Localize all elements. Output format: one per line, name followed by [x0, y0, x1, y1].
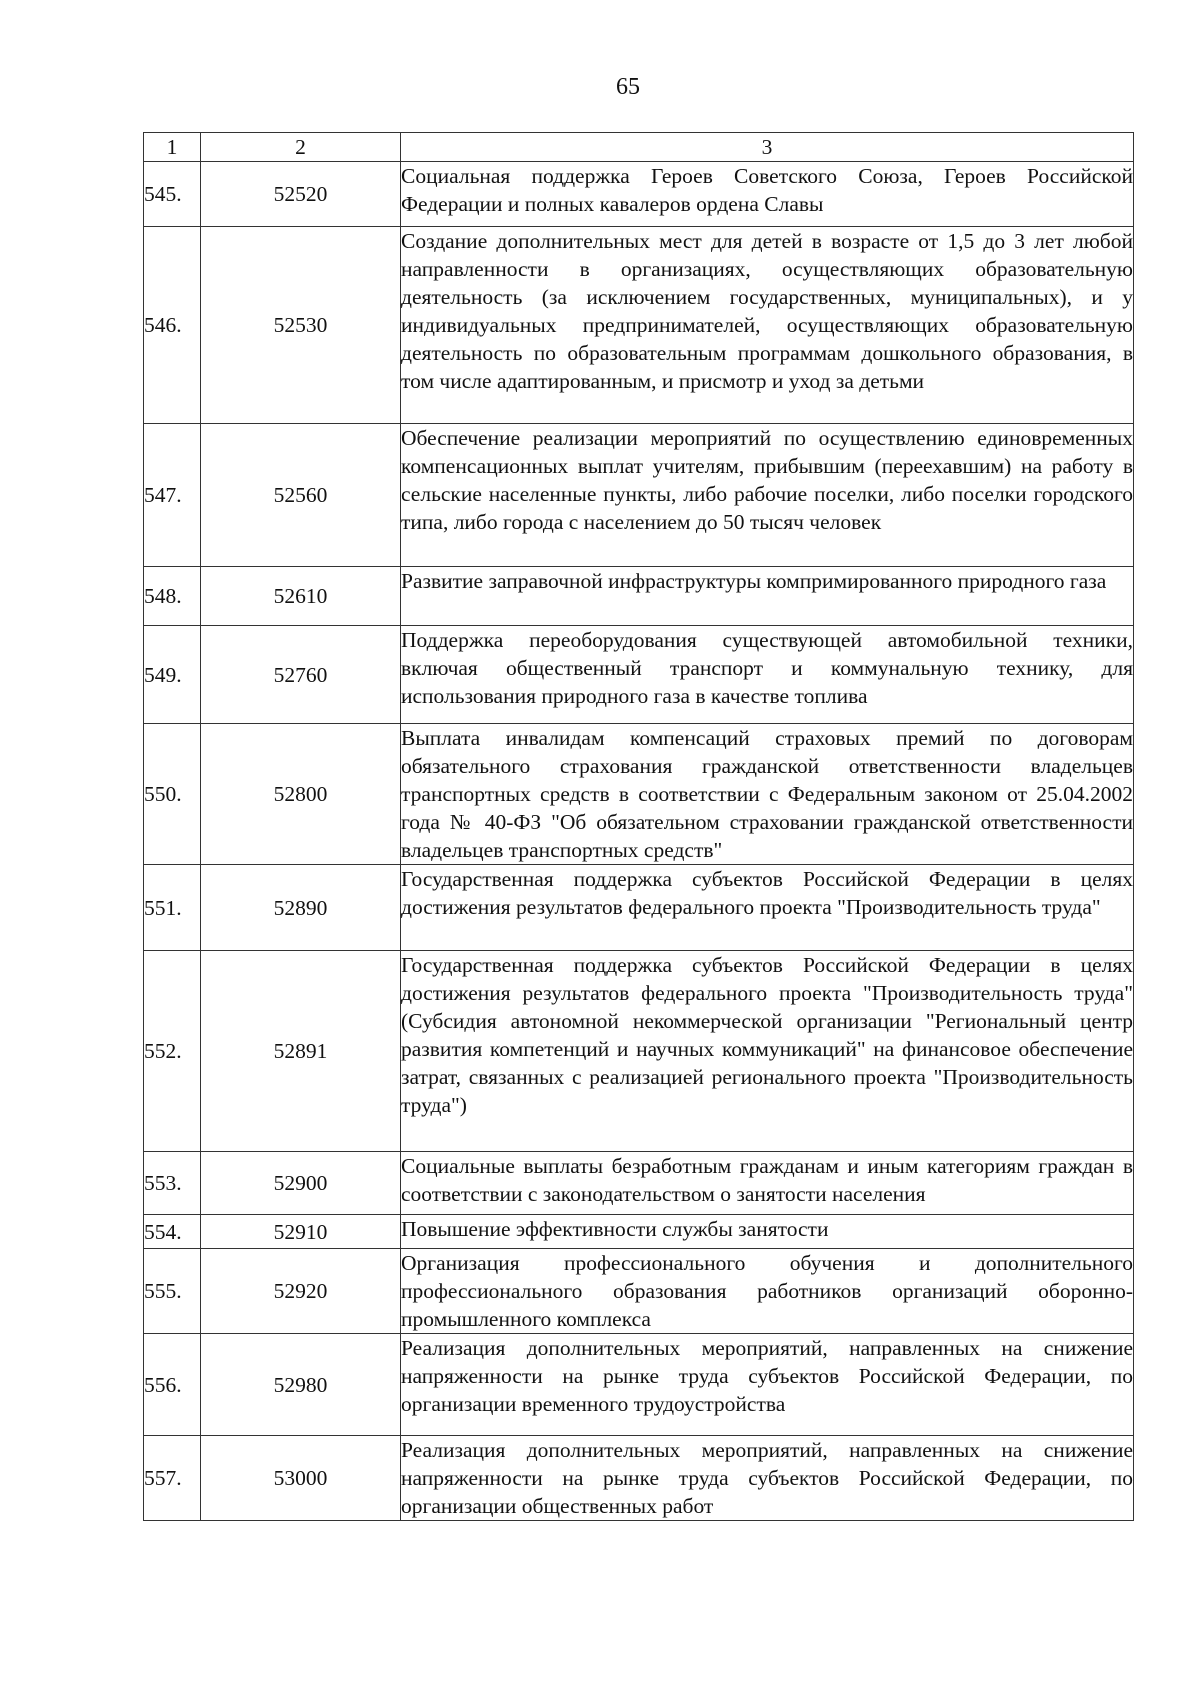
row-number: 550.: [144, 724, 201, 865]
table-row: [144, 1152, 1134, 1215]
row-code: 52800: [201, 724, 401, 865]
row-number: 547.: [144, 424, 201, 567]
table-row: [144, 1436, 1134, 1521]
header-row: [144, 133, 1134, 162]
table-row: [144, 724, 1134, 865]
table-body: [144, 162, 1134, 1521]
table-row: [144, 567, 1134, 626]
row-description: Развитие заправочной инфраструктуры компримированного природного газа: [401, 567, 1134, 626]
budget-code-table: [143, 132, 1134, 1521]
row-description: Социальная поддержка Героев Советского Союза, Героев Российской Федерации и полных кавалеров ордена Славы: [401, 162, 1134, 227]
page-number: 65: [616, 74, 640, 100]
row-code: 52610: [201, 567, 401, 626]
row-number: 557.: [144, 1436, 201, 1521]
table-row: [144, 865, 1134, 951]
row-number: 554.: [144, 1215, 201, 1249]
row-description: Социальные выплаты безработным гражданам и иным категориям граждан в соответствии с законодательством о занятости населения: [401, 1152, 1134, 1215]
table-row: [144, 424, 1134, 567]
row-number: 555.: [144, 1249, 201, 1334]
table-row: [144, 1215, 1134, 1249]
row-code: 52891: [201, 951, 401, 1152]
row-code: 52560: [201, 424, 401, 567]
row-description: Организация профессионального обучения и дополнительного профессионального образования работников организаций оборонно-промышленного комплекса: [401, 1249, 1134, 1334]
row-code: 52520: [201, 162, 401, 227]
row-description: Государственная поддержка субъектов Российской Федерации в целях достижения результатов федерального проекта "Производительность труда" (Субсидия автономной некоммерческой организации "Региональный центр развития компетенций и научных коммуникаций" на финансовое обеспечение затрат, связанных с реализацией регионального проекта "Производительность труда"): [401, 951, 1134, 1152]
row-code: 52980: [201, 1334, 401, 1436]
row-number: 556.: [144, 1334, 201, 1436]
row-code: 52900: [201, 1152, 401, 1215]
table-header: [144, 133, 1134, 162]
row-code: 52910: [201, 1215, 401, 1249]
row-code: 52760: [201, 626, 401, 724]
row-description: Государственная поддержка субъектов Российской Федерации в целях достижения результатов федерального проекта "Производительность труда": [401, 865, 1134, 951]
row-number: 548.: [144, 567, 201, 626]
row-number: 553.: [144, 1152, 201, 1215]
row-description: Реализация дополнительных мероприятий, направленных на снижение напряженности на рынке труда субъектов Российской Федерации, по организации временного трудоустройства: [401, 1334, 1134, 1436]
row-description: Поддержка переоборудования существующей автомобильной техники, включая общественный транспорт и коммунальную технику, для использования природного газа в качестве топлива: [401, 626, 1134, 724]
table-row: [144, 227, 1134, 424]
table-row: [144, 951, 1134, 1152]
row-number: 549.: [144, 626, 201, 724]
row-number: 545.: [144, 162, 201, 227]
row-number: 551.: [144, 865, 201, 951]
table-row: [144, 1249, 1134, 1334]
row-description: Реализация дополнительных мероприятий, направленных на снижение напряженности на рынке труда субъектов Российской Федерации, по организации общественных работ: [401, 1436, 1134, 1521]
table-row: [144, 626, 1134, 724]
table-row: [144, 1334, 1134, 1436]
column-header-2: 2: [201, 133, 401, 162]
row-number: 552.: [144, 951, 201, 1152]
column-header-1: 1: [144, 133, 201, 162]
row-description: Обеспечение реализации мероприятий по осуществлению единовременных компенсационных выплат учителям, прибывшим (переехавшим) на работу в сельские населенные пункты, либо рабочие поселки, либо поселки городского типа, либо города с населением до 50 тысяч человек: [401, 424, 1134, 567]
row-code: 52920: [201, 1249, 401, 1334]
row-code: 53000: [201, 1436, 401, 1521]
row-number: 546.: [144, 227, 201, 424]
row-description: Выплата инвалидам компенсаций страховых премий по договорам обязательного страхования гражданской ответственности владельцев транспортных средств в соответствии с Федеральным законом от 25.04.2002 года № 40-ФЗ "Об обязательном страховании гражданской ответственности владельцев транспортных средств": [401, 724, 1134, 865]
row-code: 52530: [201, 227, 401, 424]
row-description: Создание дополнительных мест для детей в возрасте от 1,5 до 3 лет любой направленности в организациях, осуществляющих образовательную деятельность (за исключением государственных, муниципальных), и у индивидуальных предпринимателей, осуществляющих образовательную деятельность по образовательным программам дошкольного образования, в том числе адаптированным, и присмотр и уход за детьми: [401, 227, 1134, 424]
row-code: 52890: [201, 865, 401, 951]
column-header-3: 3: [401, 133, 1134, 162]
row-description: Повышение эффективности службы занятости: [401, 1215, 1134, 1249]
table-row: [144, 162, 1134, 227]
